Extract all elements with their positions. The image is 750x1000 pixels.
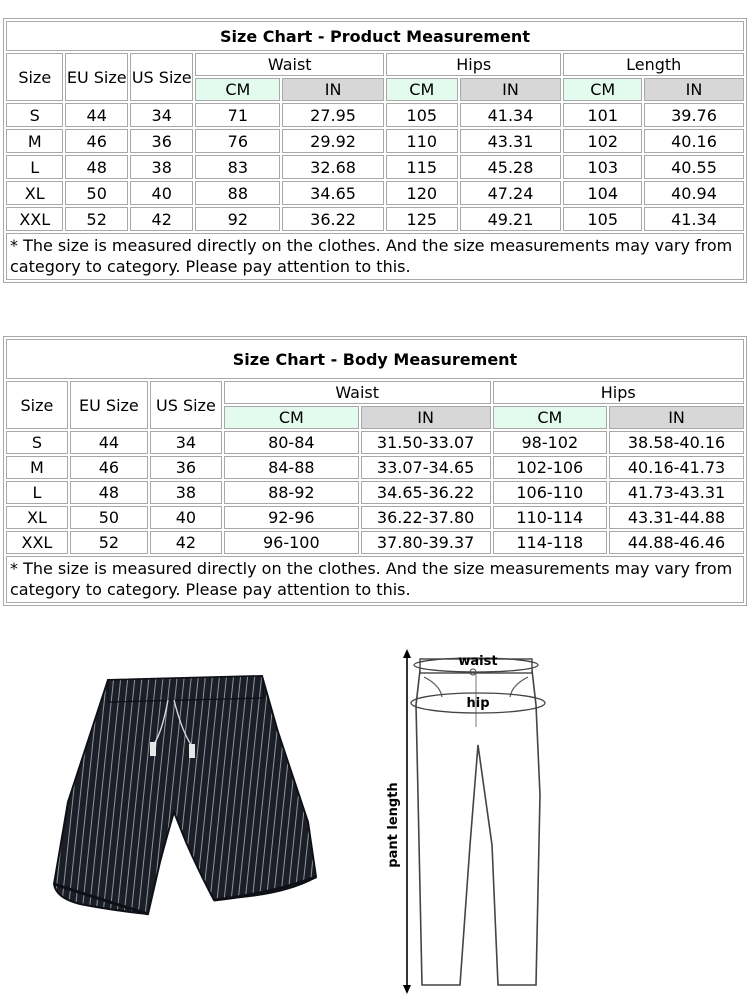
cm-header: CM <box>386 78 458 101</box>
cell-waist-in: 33.07-34.65 <box>361 456 491 479</box>
cell-eu: 52 <box>70 531 148 554</box>
cell-eu: 44 <box>70 431 148 454</box>
pant-length-label: pant length <box>386 782 401 868</box>
cell-waist-cm: 76 <box>195 129 280 153</box>
waist-label: waist <box>458 654 498 669</box>
cell-hips-in: 45.28 <box>460 155 562 179</box>
table-row <box>6 129 744 153</box>
cell-waist-cm: 80-84 <box>224 431 359 454</box>
size-note: * The size is measured directly on the clothes. And the size measurements may vary from category to category. Please pay attention to this. <box>6 556 744 603</box>
cell-size: XL <box>6 506 68 529</box>
body-measurement-table <box>3 336 747 606</box>
cell-us: 40 <box>130 181 194 205</box>
cell-size: M <box>6 129 63 153</box>
cell-length-cm: 105 <box>563 207 642 231</box>
cell-waist-in: 36.22-37.80 <box>361 506 491 529</box>
cell-waist-in: 29.92 <box>282 129 384 153</box>
cell-waist-in: 34.65 <box>282 181 384 205</box>
cell-hips-in: 43.31-44.88 <box>609 506 744 529</box>
cell-eu: 48 <box>65 155 128 179</box>
cell-hips-in: 49.21 <box>460 207 562 231</box>
cell-us: 38 <box>150 481 222 504</box>
in-header: IN <box>361 406 491 429</box>
cell-waist-cm: 92-96 <box>224 506 359 529</box>
cell-length-in: 40.16 <box>644 129 744 153</box>
table-row <box>6 155 744 179</box>
drawstring-tip <box>189 744 195 758</box>
table-row <box>6 431 744 454</box>
cell-hips-cm: 115 <box>386 155 458 179</box>
cell-hips-cm: 110 <box>386 129 458 153</box>
cell-hips-cm: 125 <box>386 207 458 231</box>
product-measurement-table <box>3 18 747 283</box>
hips-header: Hips <box>386 53 561 76</box>
cell-hips-in: 47.24 <box>460 181 562 205</box>
waist-header: Waist <box>224 381 491 404</box>
cell-waist-cm: 92 <box>195 207 280 231</box>
cell-waist-in: 36.22 <box>282 207 384 231</box>
pants-outline <box>416 670 540 985</box>
waist-header: Waist <box>195 53 384 76</box>
cell-us: 36 <box>150 456 222 479</box>
cell-us: 42 <box>130 207 194 231</box>
cell-waist-cm: 88 <box>195 181 280 205</box>
cell-size: XL <box>6 181 63 205</box>
cm-header: CM <box>563 78 642 101</box>
cell-length-cm: 102 <box>563 129 642 153</box>
cell-size: S <box>6 103 63 127</box>
cm-header: CM <box>224 406 359 429</box>
cell-waist-cm: 96-100 <box>224 531 359 554</box>
cell-us: 34 <box>130 103 194 127</box>
cell-size: XXL <box>6 531 68 554</box>
table-row <box>6 531 744 554</box>
in-header: IN <box>644 78 744 101</box>
us-size-header: US Size <box>150 381 222 429</box>
hip-label: hip <box>466 696 490 711</box>
eu-size-header: EU Size <box>70 381 148 429</box>
cell-hips-cm: 102-106 <box>493 456 608 479</box>
size-header: Size <box>6 381 68 429</box>
cell-length-cm: 101 <box>563 103 642 127</box>
hips-header: Hips <box>493 381 744 404</box>
cell-hips-in: 38.58-40.16 <box>609 431 744 454</box>
cell-hips-cm: 106-110 <box>493 481 608 504</box>
cell-size: L <box>6 481 68 504</box>
eu-size-header: EU Size <box>65 53 128 101</box>
table-row <box>6 506 744 529</box>
cell-waist-cm: 88-92 <box>224 481 359 504</box>
striped-shorts-image <box>50 672 320 917</box>
cell-eu: 50 <box>65 181 128 205</box>
cell-hips-in: 44.88-46.46 <box>609 531 744 554</box>
pants-measurement-diagram <box>380 645 550 995</box>
cell-hips-cm: 110-114 <box>493 506 608 529</box>
size-header: Size <box>6 53 63 101</box>
cell-us: 36 <box>130 129 194 153</box>
table-row <box>6 181 744 205</box>
cell-hips-in: 43.31 <box>460 129 562 153</box>
cm-header: CM <box>493 406 608 429</box>
cell-eu: 48 <box>70 481 148 504</box>
cell-eu: 44 <box>65 103 128 127</box>
table-row <box>6 207 744 231</box>
cell-eu: 46 <box>65 129 128 153</box>
cell-us: 34 <box>150 431 222 454</box>
cell-waist-in: 31.50-33.07 <box>361 431 491 454</box>
cell-waist-cm: 84-88 <box>224 456 359 479</box>
cell-hips-cm: 114-118 <box>493 531 608 554</box>
cell-waist-cm: 83 <box>195 155 280 179</box>
cell-length-in: 40.55 <box>644 155 744 179</box>
cell-hips-cm: 105 <box>386 103 458 127</box>
cell-length-in: 40.94 <box>644 181 744 205</box>
cell-us: 38 <box>130 155 194 179</box>
table-title: Size Chart - Product Measurement <box>6 21 744 51</box>
cell-us: 42 <box>150 531 222 554</box>
in-header: IN <box>609 406 744 429</box>
cell-waist-in: 34.65-36.22 <box>361 481 491 504</box>
cell-eu: 52 <box>65 207 128 231</box>
cell-hips-cm: 98-102 <box>493 431 608 454</box>
drawstring-tip <box>150 742 156 756</box>
table-title: Size Chart - Body Measurement <box>6 339 744 379</box>
cell-waist-cm: 71 <box>195 103 280 127</box>
cell-length-in: 41.34 <box>644 207 744 231</box>
cell-length-in: 39.76 <box>644 103 744 127</box>
cell-waist-in: 37.80-39.37 <box>361 531 491 554</box>
cell-waist-in: 32.68 <box>282 155 384 179</box>
table-row <box>6 103 744 127</box>
cm-header: CM <box>195 78 280 101</box>
us-size-header: US Size <box>130 53 194 101</box>
cell-size: L <box>6 155 63 179</box>
cell-length-cm: 103 <box>563 155 642 179</box>
length-header: Length <box>563 53 744 76</box>
size-note: * The size is measured directly on the clothes. And the size measurements may vary from category to category. Please pay attention to this. <box>6 233 744 280</box>
table-row <box>6 456 744 479</box>
in-header: IN <box>460 78 562 101</box>
in-header: IN <box>282 78 384 101</box>
cell-size: S <box>6 431 68 454</box>
cell-eu: 46 <box>70 456 148 479</box>
cell-size: M <box>6 456 68 479</box>
cell-eu: 50 <box>70 506 148 529</box>
cell-size: XXL <box>6 207 63 231</box>
cell-us: 40 <box>150 506 222 529</box>
cell-hips-cm: 120 <box>386 181 458 205</box>
cell-hips-in: 41.34 <box>460 103 562 127</box>
cell-hips-in: 41.73-43.31 <box>609 481 744 504</box>
cell-hips-in: 40.16-41.73 <box>609 456 744 479</box>
cell-waist-in: 27.95 <box>282 103 384 127</box>
cell-length-cm: 104 <box>563 181 642 205</box>
table-row <box>6 481 744 504</box>
